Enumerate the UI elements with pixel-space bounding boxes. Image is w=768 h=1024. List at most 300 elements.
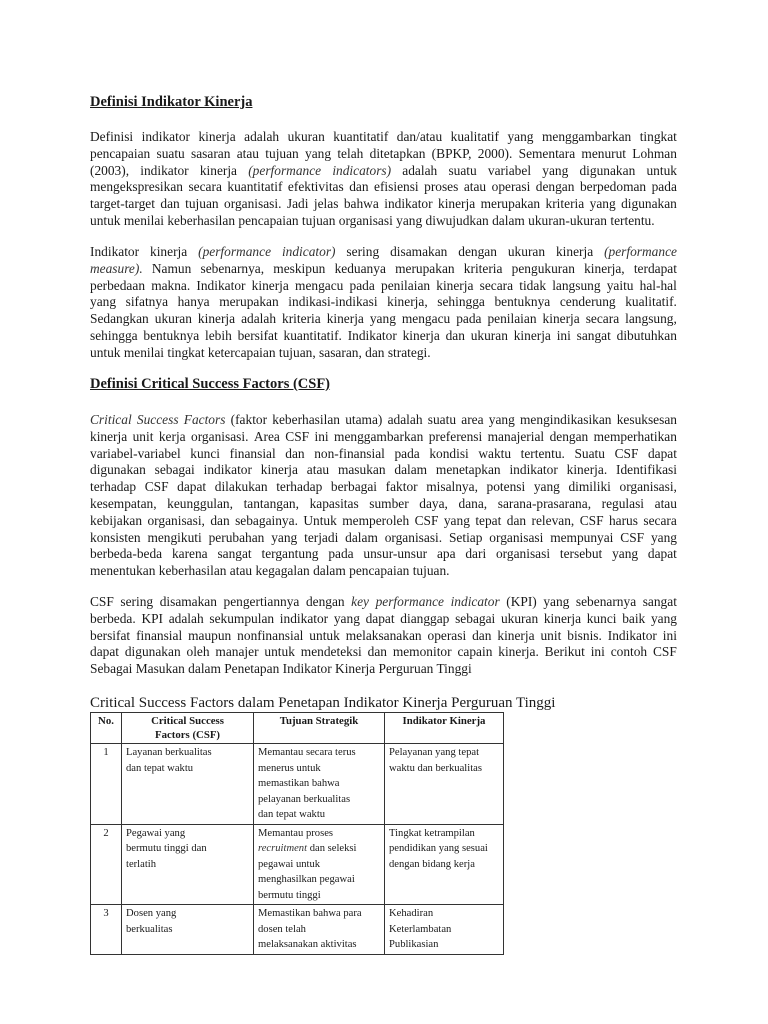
cell-no: 3 [91, 905, 122, 955]
word: dengan [535, 179, 575, 195]
word: kinerja [326, 311, 364, 327]
word: mendeteksi [300, 644, 362, 660]
word: digunakan [621, 196, 677, 212]
word: dibutuhkan [616, 327, 677, 343]
word: masukan [337, 462, 386, 478]
word: kunci [190, 445, 221, 461]
word: cenderung [559, 294, 616, 310]
word: adalah [241, 311, 277, 327]
word: CSF [414, 512, 439, 528]
word: 2000). [477, 145, 513, 161]
word: kriteria [463, 260, 503, 276]
table-row [91, 905, 504, 955]
text-segment: Memantau secara terus [258, 747, 356, 758]
word: dapat [647, 546, 677, 562]
word: mengindikasikan [520, 412, 612, 427]
word: efisiensi [374, 179, 419, 195]
word: dapat [177, 479, 207, 495]
word: maupun [188, 627, 232, 643]
paragraph-4 [90, 594, 677, 678]
cell-line [258, 906, 380, 922]
cell-indikator [385, 824, 504, 905]
word: misalnya, [426, 479, 478, 495]
word: mempunyai [550, 529, 614, 545]
word: langsung, [625, 311, 677, 327]
word: pengertiannya [223, 594, 300, 609]
word: area [461, 412, 484, 427]
word: Untuk [303, 512, 337, 528]
word: untuk [309, 627, 340, 643]
word: telah [337, 145, 364, 161]
cell-line: waktu dan berkualitas [389, 762, 482, 774]
word: kesempatan, [90, 495, 157, 511]
word: oleh [186, 644, 210, 660]
word: perubahan [208, 529, 265, 545]
header-no: No. [91, 713, 122, 744]
word: Suatu [574, 445, 605, 461]
word: CSF [579, 512, 604, 528]
cell-line: dan tepat waktu [126, 762, 194, 774]
word: ukuran [507, 244, 546, 259]
word: mengikuti [147, 529, 202, 545]
word: finansial [229, 445, 276, 461]
word: sangat [642, 594, 677, 609]
word: adalah [168, 610, 204, 626]
word: dianggap [400, 610, 450, 626]
word: dengan [549, 428, 589, 444]
word: adalah [387, 412, 423, 427]
text-segment: bermutu tinggi [258, 889, 321, 901]
word: hanya [177, 294, 210, 310]
word: yang [271, 529, 298, 545]
word: sasaran [191, 145, 231, 161]
word: pengukuran [511, 260, 575, 276]
word: nonfinansial [237, 627, 304, 643]
word: yang [90, 294, 117, 310]
text-line [90, 261, 677, 278]
word: proses [424, 179, 459, 195]
word: yaitu [606, 277, 634, 293]
word: indikator [141, 129, 190, 144]
word: dengan [305, 594, 345, 609]
word: Definisi [90, 129, 134, 144]
word: finansial [136, 627, 183, 643]
paragraph-3 [90, 412, 677, 580]
word: penilaian [381, 277, 431, 293]
text-line [90, 530, 677, 547]
word: disamakan [390, 244, 448, 259]
text-line [90, 163, 677, 180]
word: organisasi. [191, 428, 249, 444]
text-line [90, 661, 677, 678]
word: dan [160, 196, 180, 212]
word: (faktor [230, 412, 268, 427]
word: measure). [90, 260, 143, 276]
word: CSF [90, 594, 114, 609]
word: tersebut [559, 546, 603, 562]
word: tergantung [261, 546, 319, 562]
word: dengan [458, 244, 497, 259]
word: kinerja. [498, 644, 539, 660]
word: yang [543, 594, 570, 609]
word: CSF [285, 428, 310, 444]
text-segment: menerus untuk [258, 762, 321, 774]
word: Indikator [347, 327, 397, 343]
word: menetapkan [435, 462, 501, 478]
word: dana, [458, 495, 488, 511]
word: CSF [620, 529, 645, 545]
word: kunci [586, 610, 617, 626]
word: menggambarkan [334, 428, 424, 444]
word: Success [136, 412, 179, 427]
text-line [90, 244, 677, 261]
word: tepat [475, 512, 502, 528]
word: lebih [204, 327, 232, 343]
word: langsung [552, 277, 601, 293]
text-line [90, 196, 677, 213]
word: kinerja. [566, 462, 608, 478]
word: ini [590, 644, 605, 660]
text-line [90, 563, 677, 580]
word: performance [375, 594, 445, 609]
cell-indikator [385, 905, 504, 955]
word: dilakukan [214, 479, 268, 495]
word: ukuran [287, 129, 325, 144]
word: digunakan [579, 162, 636, 178]
word: kriteria [282, 311, 321, 327]
italic-text: recruitment [258, 843, 308, 854]
word: sebenarnya [575, 594, 637, 609]
word: berpedoman [579, 179, 647, 195]
text-line [90, 429, 677, 446]
word: merupakan [480, 196, 541, 212]
word: non-finansial [314, 445, 385, 461]
word: kinerja [197, 311, 236, 327]
word: ukuran [470, 327, 508, 343]
word: (2003), [90, 162, 130, 178]
word: dan [445, 327, 465, 343]
word: pada [651, 179, 677, 195]
word: terhadap [276, 479, 323, 495]
word: sebenarnya, [200, 260, 265, 276]
table-header-row [91, 713, 504, 744]
text-segment: pegawai untuk [258, 858, 321, 870]
word: keunggulan, [167, 495, 233, 511]
word: merupakan [219, 294, 279, 310]
csf-table [90, 712, 504, 955]
word: CSF [653, 644, 677, 660]
word: kuantitatif [227, 179, 283, 195]
text-segment: pelayanan berkualitas [258, 793, 351, 805]
word: (performance [604, 244, 677, 259]
cell-line: Keterlambatan [389, 923, 452, 935]
word: Indikator [196, 277, 246, 293]
word: yang [488, 412, 515, 427]
word: disamakan [159, 594, 217, 609]
word: kinerja [199, 162, 238, 178]
word: sehingga [437, 294, 485, 310]
word: atau [306, 462, 330, 478]
cell-tujuan [254, 905, 385, 955]
word: berbagai [330, 479, 378, 495]
word: dimiliki [568, 479, 611, 495]
word: Sedangkan [90, 311, 149, 327]
word: dapat [90, 644, 119, 660]
word: utama) [345, 412, 383, 427]
word: (performance [198, 244, 272, 259]
word: waktu [478, 445, 512, 461]
word: dalam [394, 462, 428, 478]
word: daya, [419, 495, 448, 511]
word: mengacu [295, 277, 344, 293]
word: makna. [151, 277, 191, 293]
word: Sementara [518, 145, 576, 161]
cell-line: Layanan berkualitas [126, 747, 212, 758]
cell-csf [122, 744, 254, 825]
word: indikator [384, 196, 433, 212]
word: ukuran [500, 610, 539, 626]
word: yang [305, 145, 332, 161]
word: sering [120, 594, 154, 609]
word: kinerja [402, 327, 440, 343]
word: kinerja [555, 244, 594, 259]
word: suatu [156, 145, 185, 161]
word: pada [394, 445, 420, 461]
word: ini [314, 428, 329, 444]
cell-line: Pelayanan yang tepat [389, 747, 480, 758]
text-line [90, 496, 677, 513]
word: sekumpulan [209, 610, 275, 626]
word: merupakan [395, 260, 455, 276]
word: indicators) [332, 162, 392, 178]
text-line [90, 328, 677, 345]
cell-line: Dosen yang [126, 908, 177, 919]
word: ini [556, 327, 571, 343]
word: kinerja [150, 244, 188, 259]
word: indikator [140, 162, 189, 178]
cell-line [258, 937, 380, 953]
word: tingkat [639, 129, 677, 144]
text-line [90, 345, 677, 362]
word: variabel [487, 162, 532, 178]
word: bentuknya [494, 294, 551, 310]
word: mengacu [401, 311, 451, 327]
cell-csf [122, 905, 254, 955]
paragraph-1 [90, 129, 677, 230]
cell-line: Kehadiran [389, 908, 434, 919]
table-row [91, 744, 504, 825]
word: sebagai [154, 462, 195, 478]
word: manajer [215, 644, 259, 660]
word: organisasi, [147, 512, 205, 528]
cell-line: bermutu tinggi dan [126, 843, 207, 854]
word: indikator [203, 462, 252, 478]
word: baik [622, 610, 646, 626]
word: CSF [144, 479, 169, 495]
heading-definisi-csf: Definisi Critical Success Factors (CSF) [90, 376, 331, 392]
word: atau [236, 145, 260, 161]
word: kinerja [198, 129, 236, 144]
word: kinerja [543, 610, 582, 626]
word: indicator) [281, 244, 336, 259]
word: digunakan [90, 462, 146, 478]
word: unit [540, 627, 562, 643]
cell-no: 2 [91, 824, 122, 905]
word: manajerial [487, 428, 545, 444]
word: Namun [151, 260, 192, 276]
word: yang [650, 610, 677, 626]
word: kondisi [429, 445, 469, 461]
cell-line: berkualitas [126, 923, 173, 935]
text-line [90, 479, 677, 496]
header-csf: Critical Success Factors (CSF) [122, 713, 254, 744]
cell-line: Tingkat ketrampilan [389, 827, 475, 839]
word: bersifat [237, 327, 278, 343]
word: secara [643, 512, 677, 528]
word: dan [367, 644, 387, 660]
word: bisnis. [567, 627, 602, 643]
word: relevan, [531, 512, 575, 528]
text-line [90, 179, 677, 196]
word: kapasitas [309, 495, 359, 511]
word: ukuran [154, 311, 192, 327]
word: dan [285, 445, 305, 461]
word: sebagai [455, 610, 496, 626]
word: yang [589, 196, 616, 212]
word: Indikator [90, 244, 140, 259]
header-tujuan: Tujuan Strategik [254, 713, 385, 744]
word: sangat [217, 546, 252, 562]
word: atau [654, 495, 677, 511]
word: kebijakan [90, 512, 143, 528]
word: organisasi [495, 546, 551, 562]
word: yang [533, 479, 560, 495]
word: yang [369, 311, 396, 327]
word: sangat [576, 327, 611, 343]
word: jelas [313, 196, 339, 212]
word: adalah [244, 129, 280, 144]
cell-line [258, 826, 380, 842]
word: dan [210, 512, 230, 528]
word: unit [132, 428, 154, 444]
word: secara [188, 179, 222, 195]
word: dapat [647, 445, 677, 461]
cell-line [258, 761, 380, 777]
word: melaksanakan [345, 627, 422, 643]
text-segment: melaksanakan aktivitas [258, 939, 357, 950]
cell-line [258, 841, 380, 857]
word: sifatnya [125, 294, 169, 310]
word: Critical [90, 412, 132, 427]
text-line [90, 213, 677, 230]
cell-tujuan [254, 824, 385, 905]
word: menggambarkan [541, 129, 632, 144]
word: untuk [646, 162, 677, 178]
word: organisasi, [619, 479, 677, 495]
word: dapat [365, 610, 395, 626]
cell-line [258, 872, 380, 888]
table-caption: Critical Success Factors dalam Penetapan Indikator Kinerja Perguruan Tinggi [90, 695, 556, 711]
word: pada [456, 311, 482, 327]
cell-line [258, 776, 380, 792]
word: indikasi-indikasi [288, 294, 378, 310]
word: sarana-prasarana, [497, 495, 592, 511]
text-segment: menghasilkan pegawai [258, 874, 355, 885]
cell-tujuan [254, 744, 385, 825]
cell-line: Pegawai yang [126, 827, 186, 839]
word: regulasi [601, 495, 645, 511]
text-segment: menentukan keberhasilan atau kegagalan dalam pencapaian tujuan. [90, 563, 450, 579]
word: harus [608, 512, 638, 528]
word: tantangan, [243, 495, 299, 511]
word: kuantitatif. [283, 327, 342, 343]
text-line [90, 546, 677, 563]
word: kualitatif [450, 129, 499, 144]
text-line [90, 311, 677, 328]
word: (KPI) [506, 594, 537, 609]
cell-indikator [385, 744, 504, 825]
word: dan [472, 627, 492, 643]
word: dari [465, 546, 487, 562]
word: atau [463, 179, 487, 195]
word: memperhatikan [593, 428, 677, 444]
word: yang [650, 529, 677, 545]
word: dan/atau [396, 129, 443, 144]
word: kinerja, [387, 294, 428, 310]
word: sumber [369, 495, 409, 511]
cell-line [258, 807, 380, 823]
word: suatu [448, 162, 477, 178]
text-line [90, 294, 677, 311]
word: kinerja [542, 311, 580, 327]
word: Berikut [544, 644, 585, 660]
word: kinerja [260, 462, 298, 478]
paragraph-2 [90, 244, 677, 362]
word: Identifikasi [616, 462, 677, 478]
word: bersifat [90, 627, 131, 643]
word: ini [662, 627, 677, 643]
word: penilaian [487, 311, 537, 327]
word: sebagainya. [235, 512, 298, 528]
word: Jadi [286, 196, 309, 212]
word: untuk [264, 644, 295, 660]
word: variabel-variabel [90, 445, 181, 461]
word: digunakan [124, 644, 181, 660]
cell-line [258, 792, 380, 808]
cell-csf [122, 824, 254, 905]
text-line [90, 644, 677, 661]
word: bahwa [343, 196, 379, 212]
word: kerja [158, 428, 186, 444]
word: berbeda. [90, 610, 136, 626]
word: yang [612, 546, 639, 562]
word: operasi [491, 179, 531, 195]
word: tidak [519, 277, 547, 293]
cell-line [258, 745, 380, 761]
text-line [90, 446, 677, 463]
word: kinerja [251, 277, 289, 293]
word: sering [346, 244, 380, 259]
cell-line [258, 857, 380, 873]
word: adalah [402, 162, 438, 178]
word: karena [171, 546, 208, 562]
text-line [90, 594, 677, 611]
word: kinerja [497, 627, 535, 643]
word: unsur-unsur [363, 546, 428, 562]
word: operasi [427, 627, 467, 643]
word: terjadi [304, 529, 339, 545]
word: konsisten [90, 529, 141, 545]
